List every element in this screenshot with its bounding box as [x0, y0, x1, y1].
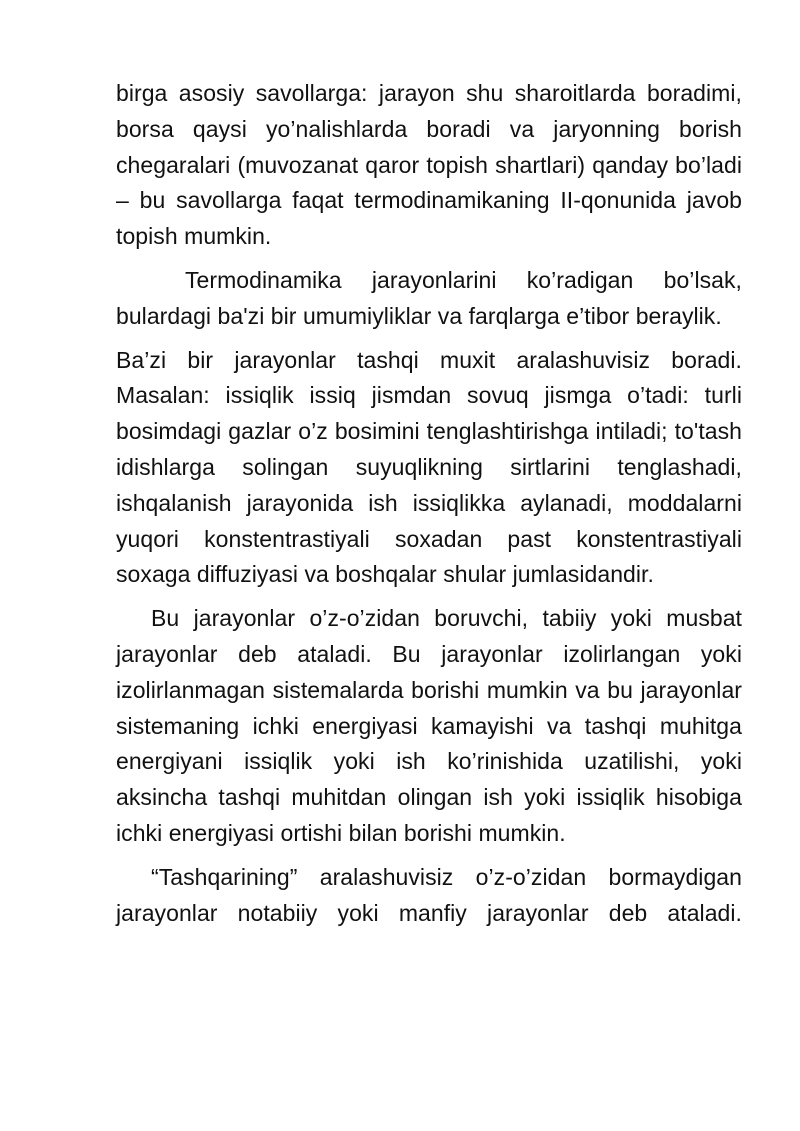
paragraph-1: birga asosiy savollarga: jarayon shu sharoitlarda boradimi, borsa qaysi yo’nalishlarda boradi va jaryonning borish chegaralari (muvozanat qaror topish shartlari) qanday bo’ladi – bu savollarga faqat termodinamikaning II-qonunida javob topish mumkin. — [116, 80, 742, 250]
paragraph-4: Bu jarayonlar o’z-o’zidan boruvchi, tabiiy yoki musbat jarayonlar deb ataladi. Bu jarayonlar izolirlangan yoki izolirlanmagan sistemalarda borishi mumkin va bu jarayonlar sistemaning ichki energiyasi kamayishi va tashqi muhitga energiyani issiqlik yoki ish ko’rinishida uzatilishi, yoki aksincha tashqi muhitdan olingan ish yoki issiqlik hisobiga ichki energiyasi ortishi bilan borishi mumkin. — [116, 605, 742, 846]
paragraph-3: Ba’zi bir jarayonlar tashqi muxit aralashuvisiz boradi. Masalan: issiqlik issiq jismdan sovuq jismga o’tadi: turli bosimdagi gazlar o’z bosimini tenglashtirishga intiladi; to'tash idishlarga solingan suyuqlikning sirtlarini tenglashadi, ishqalanish jarayonida ish issiqlikka aylanadi, moddalarni yuqori konstentrastiyali soxadan past konstentrastiyali soxaga diffuziyasi va boshqalar shular jumlasidandir. — [116, 346, 742, 588]
paragraph-2: Termodinamika jarayonlarini ko’radigan bo’lsak, bulardagi ba'zi bir umumiyliklar va farqlarga e’tibor beraylik. — [116, 266, 742, 329]
document-page — [116, 76, 742, 931]
paragraph-5: “Tashqarining” aralashuvisiz o’z-o’zidan bormaydigan jarayonlar notabiiy yoki manfiy jarayonlar deb ataladi. — [116, 863, 742, 926]
